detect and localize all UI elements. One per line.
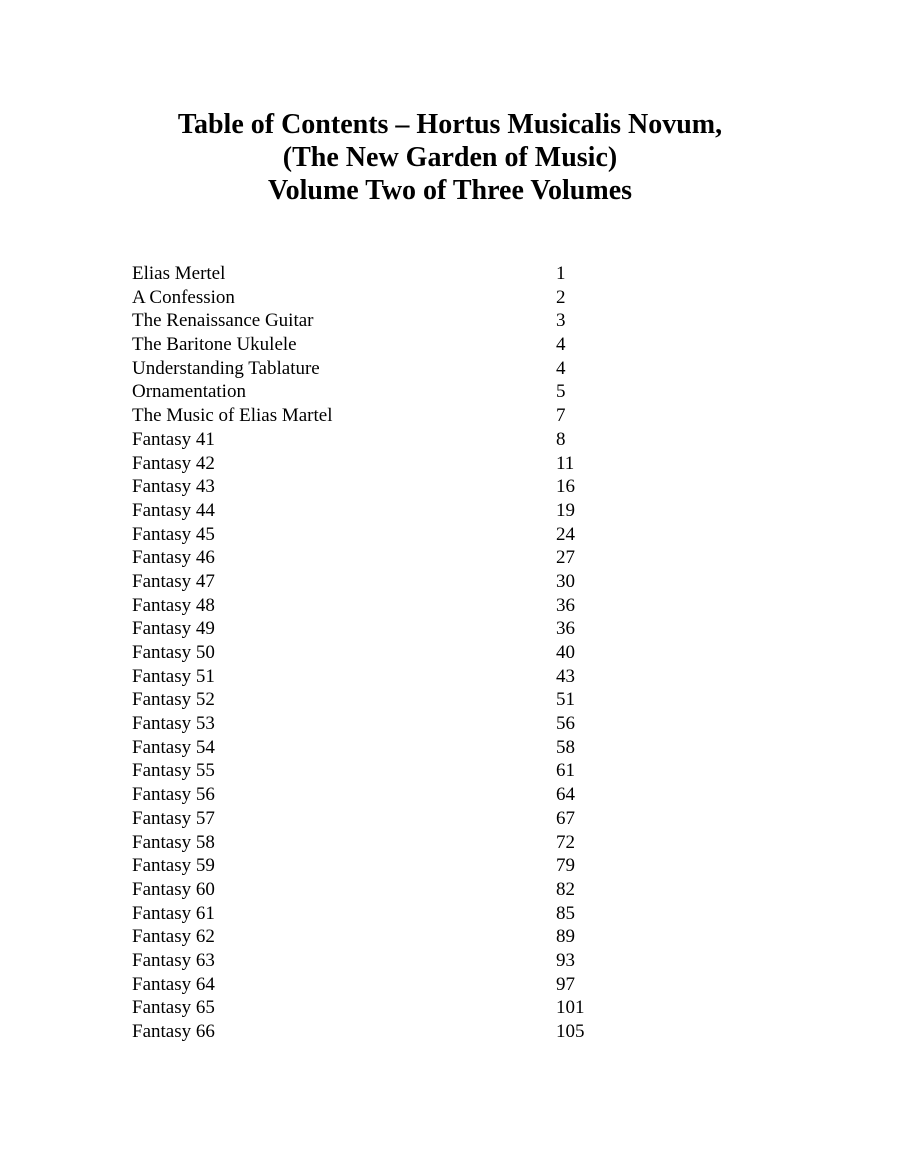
toc-entry xyxy=(132,854,692,878)
toc-entry xyxy=(132,831,692,855)
toc-entry xyxy=(132,807,692,831)
toc-entry-page-number: 36 xyxy=(556,618,575,640)
toc-entry-title: Fantasy 56 xyxy=(132,784,215,806)
toc-entry xyxy=(132,309,692,333)
toc-entry-title: Ornamentation xyxy=(132,381,246,403)
toc-entry-title: Elias Mertel xyxy=(132,263,226,284)
toc-entry-title: Fantasy 57 xyxy=(132,807,215,829)
toc-entry xyxy=(132,594,692,618)
toc-entry-page-number: 97 xyxy=(556,973,575,995)
toc-entry-page-number: 67 xyxy=(556,807,575,829)
toc-entry xyxy=(132,499,692,523)
toc-entry xyxy=(132,357,692,381)
toc-entry-page-number: 36 xyxy=(556,594,575,616)
toc-entry xyxy=(132,925,692,949)
table-of-contents xyxy=(132,262,692,1044)
toc-entry-page-number: 101 xyxy=(556,997,585,1019)
toc-entry-title: The Baritone Ukulele xyxy=(132,334,297,356)
toc-entry xyxy=(132,641,692,665)
toc-entry-page-number: 61 xyxy=(556,760,575,782)
toc-entry-title: Fantasy 64 xyxy=(132,973,215,995)
toc-entry-page-number: 16 xyxy=(556,476,575,498)
toc-entry-title: Fantasy 58 xyxy=(132,831,215,853)
toc-entry-title: The Music of Elias Martel xyxy=(132,405,333,427)
toc-entry xyxy=(132,262,692,286)
toc-entry-title: Fantasy 44 xyxy=(132,499,215,521)
toc-entry-page-number: 8 xyxy=(556,428,566,450)
toc-entry xyxy=(132,475,692,499)
toc-entry xyxy=(132,688,692,712)
toc-entry-title: Fantasy 55 xyxy=(132,760,215,782)
page-title xyxy=(0,108,900,207)
toc-entry-page-number: 43 xyxy=(556,665,575,687)
toc-entry xyxy=(132,523,692,547)
toc-entry-title: Fantasy 62 xyxy=(132,926,215,948)
toc-entry-page-number: 30 xyxy=(556,570,575,592)
toc-entry xyxy=(132,570,692,594)
toc-entry-page-number: 51 xyxy=(556,689,575,711)
toc-entry-page-number: 11 xyxy=(556,452,575,474)
toc-entry-page-number: 19 xyxy=(556,499,575,521)
title-line-2: (The New Garden of Music) xyxy=(282,142,618,173)
toc-entry-page-number: 1 xyxy=(556,263,566,284)
toc-entry-title: Fantasy 45 xyxy=(132,523,215,545)
toc-entry-title: Fantasy 61 xyxy=(132,902,215,924)
toc-entry xyxy=(132,333,692,357)
toc-entry xyxy=(132,404,692,428)
toc-entry-page-number: 56 xyxy=(556,713,575,735)
toc-entry-page-number: 5 xyxy=(556,381,566,403)
toc-entry-title: Understanding Tablature xyxy=(132,357,320,379)
toc-entry xyxy=(132,712,692,736)
title-line-1: Table of Contents – Hortus Musicalis Novum, xyxy=(177,109,723,140)
toc-entry xyxy=(132,452,692,476)
toc-entry xyxy=(132,783,692,807)
toc-entry-title: Fantasy 41 xyxy=(132,428,215,450)
toc-entry xyxy=(132,665,692,689)
toc-entry xyxy=(132,949,692,973)
toc-entry-title: Fantasy 65 xyxy=(132,997,215,1019)
toc-entry-page-number: 40 xyxy=(556,642,575,663)
toc-entry-page-number: 24 xyxy=(556,523,575,545)
toc-entry-title: Fantasy 63 xyxy=(132,949,215,971)
toc-entry-page-number: 79 xyxy=(556,855,575,877)
toc-entry-page-number: 4 xyxy=(556,334,566,356)
toc-entry-page-number: 2 xyxy=(556,286,566,308)
toc-entry-title: Fantasy 51 xyxy=(132,665,215,687)
toc-entry xyxy=(132,546,692,570)
toc-entry xyxy=(132,617,692,641)
toc-entry xyxy=(132,286,692,310)
toc-entry xyxy=(132,973,692,997)
toc-entry-page-number: 105 xyxy=(556,1021,585,1042)
toc-entry-title: Fantasy 66 xyxy=(132,1021,215,1042)
toc-entry-title: The Renaissance Guitar xyxy=(132,310,314,332)
toc-entry-page-number: 89 xyxy=(556,926,575,948)
toc-entry-page-number: 93 xyxy=(556,949,575,971)
toc-entry-title: A Confession xyxy=(132,286,235,308)
toc-entry-page-number: 58 xyxy=(556,736,575,758)
toc-entry-title: Fantasy 54 xyxy=(132,736,215,758)
toc-entry-page-number: 64 xyxy=(556,784,575,806)
toc-entry-page-number: 72 xyxy=(556,831,575,853)
toc-entry-page-number: 82 xyxy=(556,878,575,900)
toc-entry xyxy=(132,759,692,783)
title-line-3: Volume Two of Three Volumes xyxy=(267,175,633,206)
toc-entry-title: Fantasy 49 xyxy=(132,618,215,640)
toc-entry-title: Fantasy 47 xyxy=(132,570,215,592)
toc-entry-title: Fantasy 48 xyxy=(132,594,215,616)
toc-entry xyxy=(132,736,692,760)
toc-entry-page-number: 27 xyxy=(556,547,575,569)
toc-entry-page-number: 7 xyxy=(556,405,566,427)
toc-entry-page-number: 85 xyxy=(556,902,575,924)
toc-entry-title: Fantasy 50 xyxy=(132,642,215,663)
toc-entry-page-number: 3 xyxy=(556,310,566,332)
toc-entry-title: Fantasy 59 xyxy=(132,855,215,877)
toc-entry-title: Fantasy 53 xyxy=(132,713,215,735)
toc-entry xyxy=(132,996,692,1020)
toc-entry xyxy=(132,902,692,926)
toc-entry-page-number: 4 xyxy=(556,357,566,379)
toc-entry-title: Fantasy 42 xyxy=(132,452,215,474)
toc-entry-title: Fantasy 60 xyxy=(132,878,215,900)
toc-entry xyxy=(132,428,692,452)
toc-entry-title: Fantasy 43 xyxy=(132,476,215,498)
toc-entry xyxy=(132,380,692,404)
toc-entry xyxy=(132,1020,692,1044)
toc-entry xyxy=(132,878,692,902)
toc-entry-title: Fantasy 46 xyxy=(132,547,215,569)
toc-entry-title: Fantasy 52 xyxy=(132,689,215,711)
